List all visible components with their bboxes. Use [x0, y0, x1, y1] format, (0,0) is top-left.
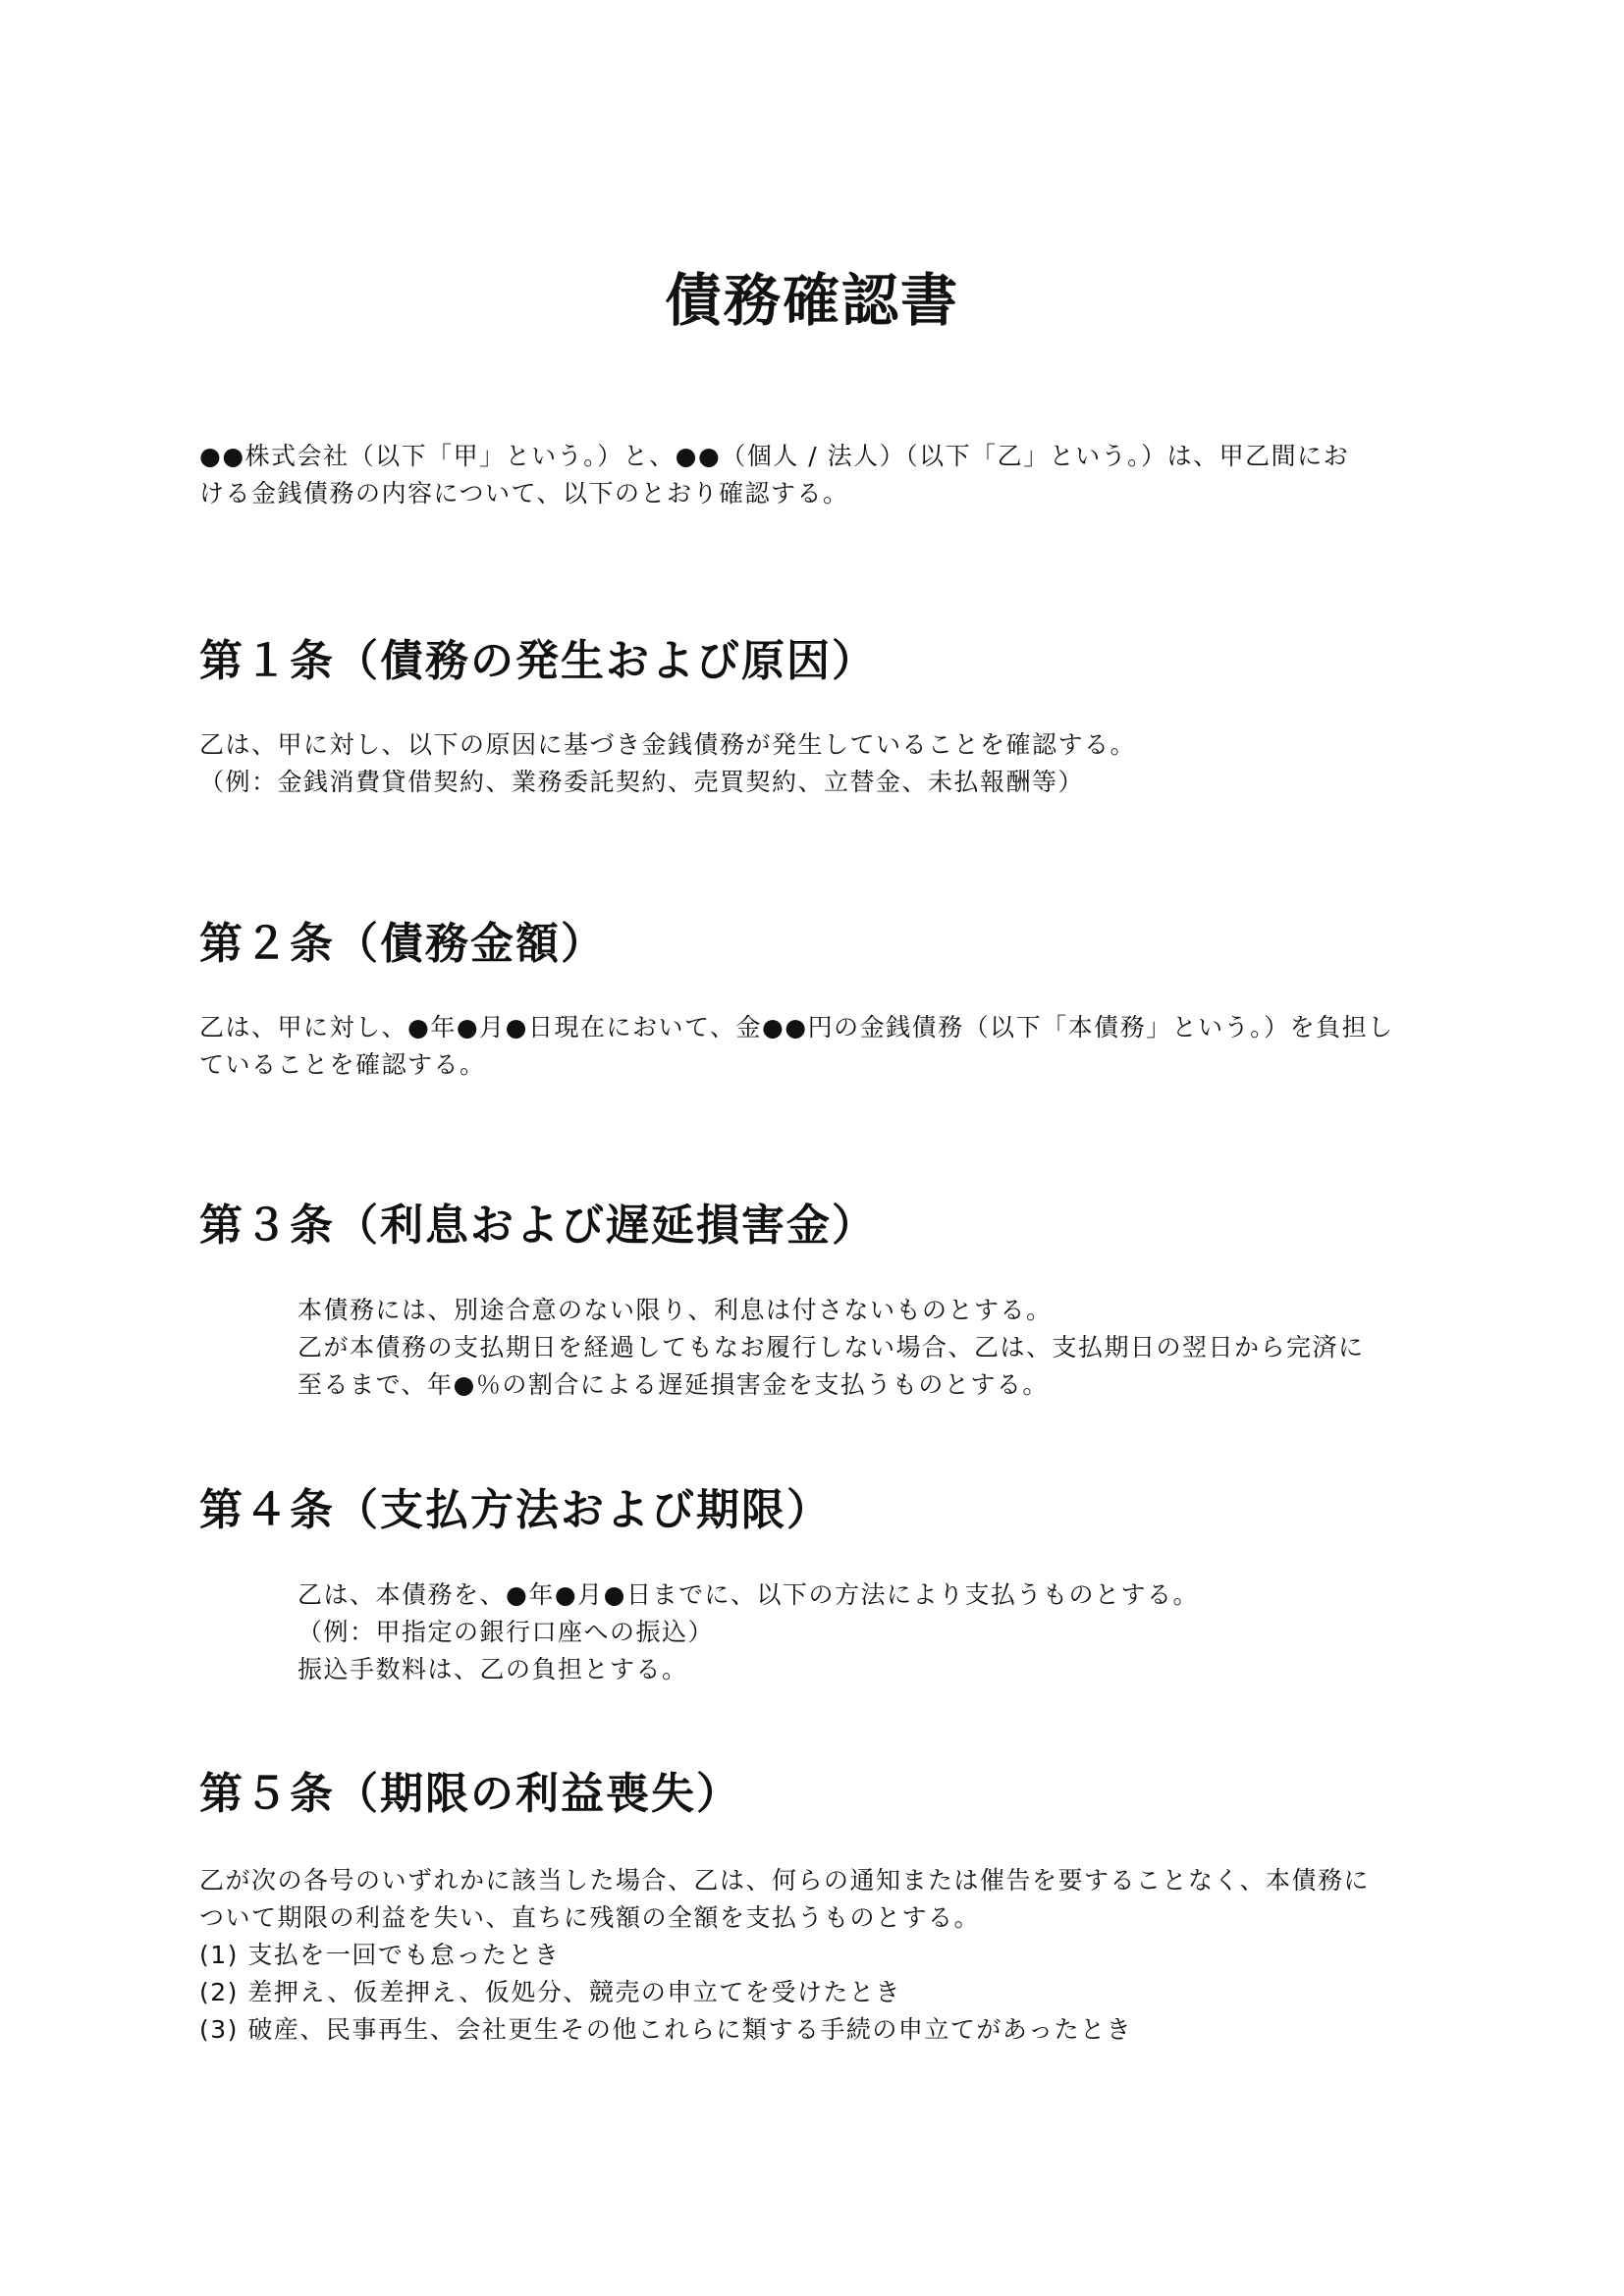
article-5-heading: 第５条（期限の利益喪失）	[199, 1769, 741, 1819]
article-2-line: ていることを確認する。	[199, 1050, 486, 1079]
article-4-body	[298, 1576, 1199, 1688]
article-3-line: 本債務には、別途合意のない限り、利息は付さないものとする。	[298, 1296, 1053, 1324]
article-5-line: ついて期限の利益を失い、直ちに残額の全額を支払うものとする。	[199, 1903, 981, 1932]
article-4-heading: 第４条（支払方法および期限）	[199, 1485, 832, 1535]
article-3-line: 至るまで、年●％の割合による遅延損害金を支払うものとする。	[298, 1370, 1049, 1399]
article-5-line: 乙が次の各号のいずれかに該当した場合、乙は、何らの通知または催告を要することなく、本債務に	[199, 1866, 1371, 1895]
document-title: 債務確認書	[664, 267, 959, 334]
article-2-line: 乙は、甲に対し、●年●月●日現在において、金●●円の金銭債務（以下「本債務」という。）を負担し	[199, 1013, 1394, 1041]
article-5-item: (2) 差押え、仮差押え、仮処分、競売の申立てを受けたとき	[199, 1978, 901, 2006]
article-2-heading: 第２条（債務金額）	[199, 919, 606, 969]
article-4-line: （例：甲指定の銀行口座への振込）	[298, 1618, 715, 1646]
article-4-line: 振込手数料は、乙の負担とする。	[298, 1655, 688, 1683]
article-5-item: (1) 支払を一回でも怠ったとき	[199, 1941, 561, 1969]
article-3-body	[298, 1292, 1365, 1404]
intro-paragraph	[199, 438, 1349, 512]
article-2-body	[199, 1009, 1394, 1084]
article-1-line: （例：金銭消費貸借契約、業務委託契約、売買契約、立替金、未払報酬等）	[199, 768, 1085, 796]
article-3-heading: 第３条（利息および遅延損害金）	[199, 1201, 877, 1251]
article-5-body	[199, 1862, 1370, 2049]
intro-line: ける金銭債務の内容について、以下のとおり確認する。	[199, 479, 849, 507]
article-1-heading: 第１条（債務の発生および原因）	[199, 636, 877, 686]
article-5-item: (3) 破産、民事再生、会社更生その他これらに類する手続の申立てがあったとき	[199, 2015, 1133, 2044]
article-1-line: 乙は、甲に対し、以下の原因に基づき金銭債務が発生していることを確認する。	[199, 730, 1137, 759]
article-3-line: 乙が本債務の支払期日を経過してもなお履行しない場合、乙は、支払期日の翌日から完済に	[298, 1333, 1365, 1362]
article-1-body	[199, 726, 1136, 801]
article-4-line: 乙は、本債務を、●年●月●日までに、以下の方法により支払うものとする。	[298, 1580, 1199, 1609]
intro-line: ●●株式会社（以下「甲」という。）と、●●（個人 / 法人）（以下「乙」という。）は、甲乙間にお	[199, 442, 1350, 470]
